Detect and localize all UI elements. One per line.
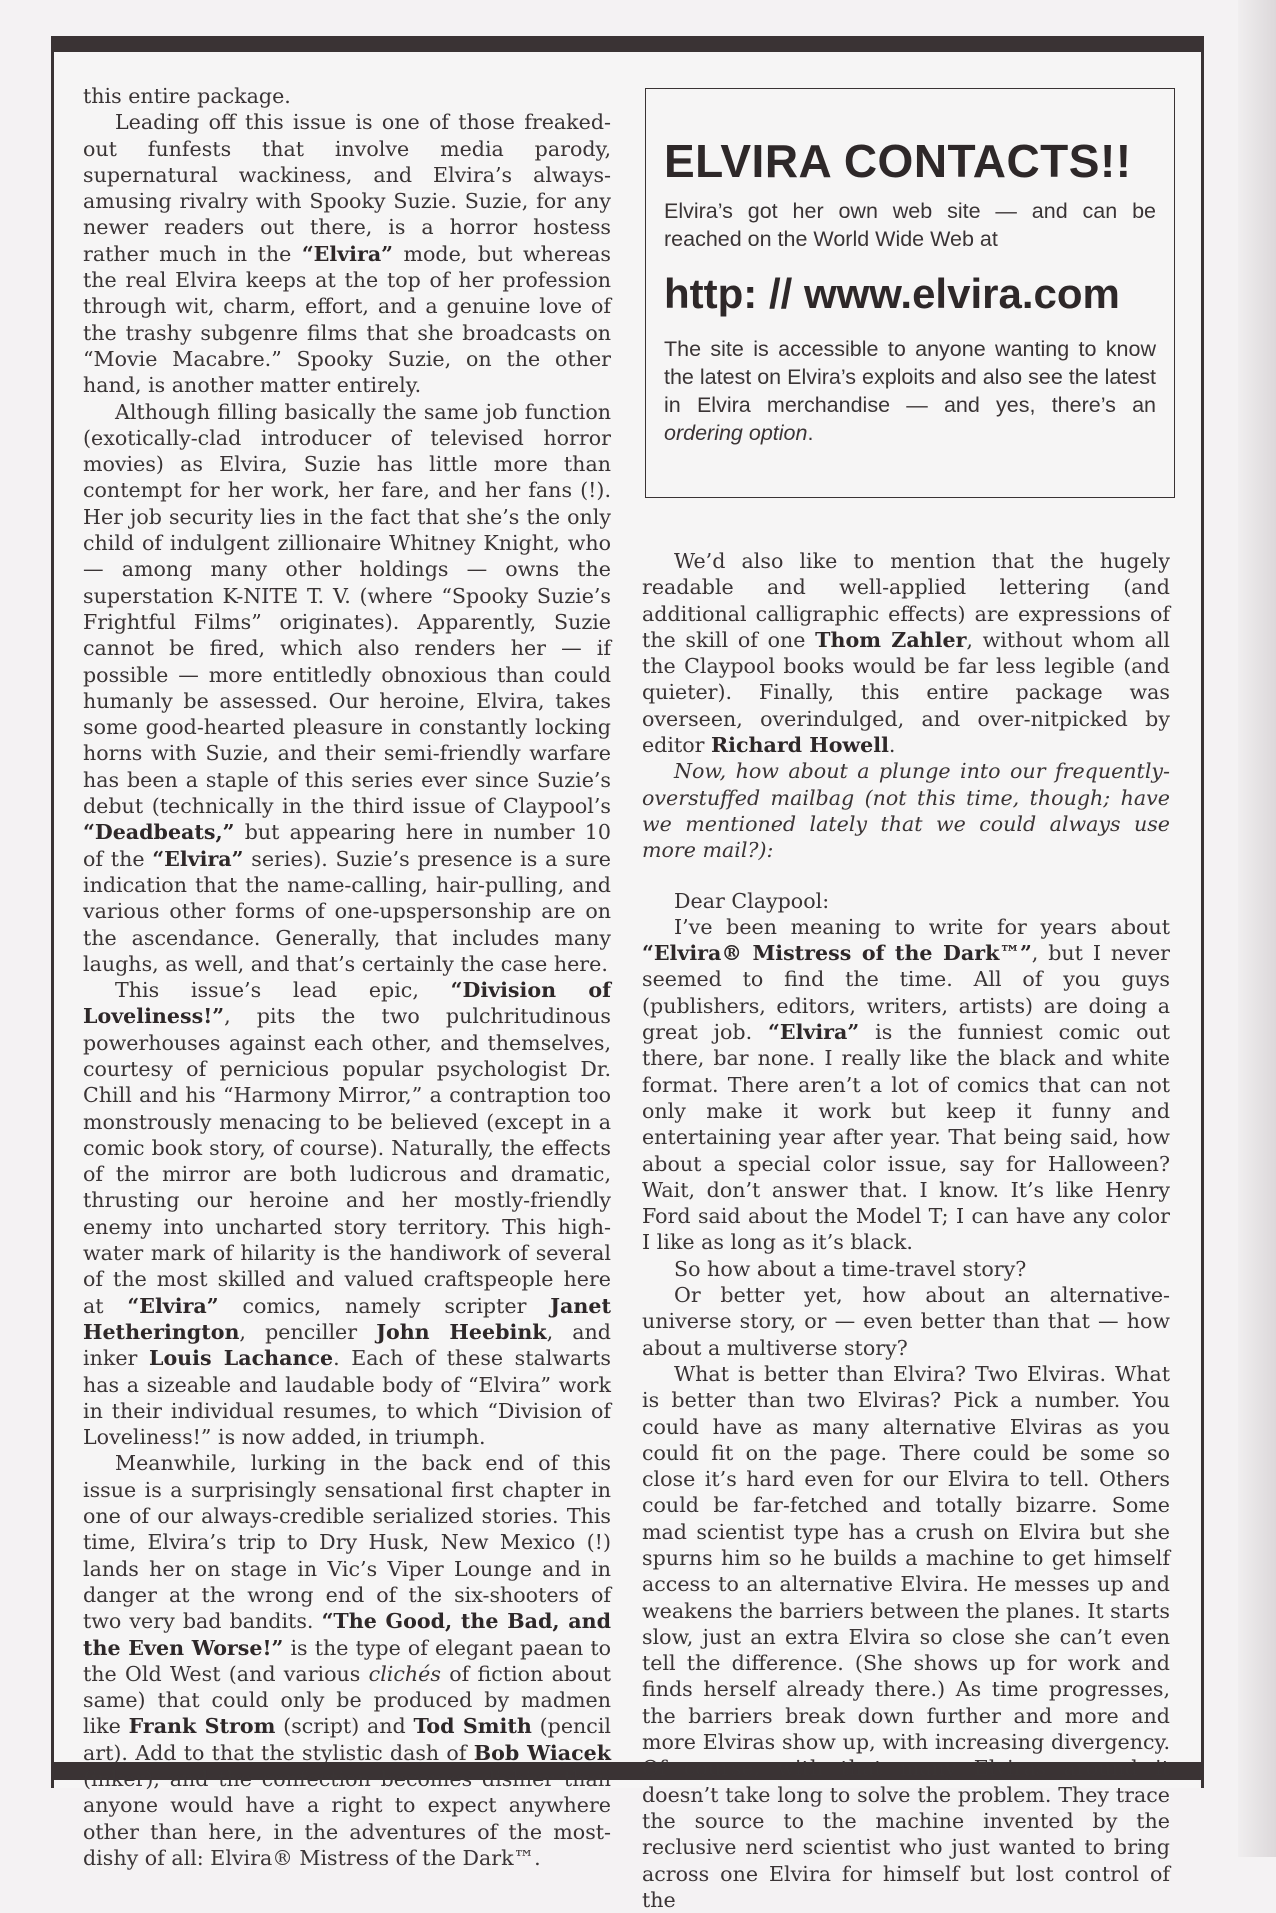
paragraph: [83, 83, 611, 109]
paragraph: [83, 1450, 611, 1871]
text-run: We’d also like to mention that the hugely readable and well-applied lettering (and additional calligraphic effects) are expressions of the skill of one: [642, 549, 1170, 652]
left-column: [83, 83, 611, 1871]
paragraph: [83, 977, 611, 1450]
paragraph: [642, 1282, 1170, 1361]
italic-text: Now, how about a plunge into our frequently-overstuffed mailbag (not this time, though; have we mentioned lately that we could always use more mail?):: [642, 759, 1170, 863]
text-run: , but I never seemed to find the time. All of you guys (publishers, editors, writers, artists) are doing a great job.: [642, 941, 1170, 1045]
bold-text: “Elvira”: [768, 1020, 860, 1045]
contacts-body: [664, 335, 1156, 447]
bold-text: “Elvira”: [127, 1293, 219, 1318]
contacts-title: ELVIRA CONTACTS!!: [664, 135, 1132, 187]
right-column: [642, 548, 1170, 1913]
contacts-intro: Elvira’s got her own web site — and can be reached on the World Wide Web at: [664, 199, 1156, 251]
text-run: , without whom all the Claypool books would be far less legible (and quieter). Finally, this entire package was overseen, overindulged, and over-nitpicked by editor: [642, 627, 1170, 758]
text-run: Although filling basically the same job function (exotically-clad introducer of televised horror movies) as Elvira, Suzie has little more than contempt for her work, her fare, and her fans (!). Her job security lies in the fact that she’s the only child of indulgent zillionaire Whitney Knight, who — among many other holdings — owns the superstation K-NITE T. V. (where “Spooky Suzie’s Frightful Films” originates). Apparently, Suzie cannot be fired, which also renders her — if possible — more entitledly obnoxious than could humanly be assessed. Our heroine, Elvira, takes some good-hearted pleasure in constantly locking horns with Suzie, and their semi-friendly warfare has been a staple of this series ever since Suzie’s debut (technically in the third issue of Claypool’s: [83, 399, 611, 819]
text-run: (inker), and the confection becomes dishier than anyone would have a right to expect anywhere other than here, in the adventures of the most-dishy of all: Elvira® Mistress of the Dark™.: [83, 1767, 611, 1870]
contacts-body-end: .: [807, 421, 814, 445]
bold-text: Richard Howell: [711, 733, 889, 758]
text-run: (pencil art). Add to that the stylistic dash of: [83, 1714, 611, 1765]
text-run: I’ve been meaning to write for years about: [674, 914, 1170, 939]
bold-text: Bob Wiacek: [473, 1740, 611, 1765]
text-run: . Each of these stalwarts has a sizeable and laudable body of “Elvira” work in their individual resumes, to which “Division of Loveliness!” is now added, in triumph.: [83, 1346, 611, 1450]
bold-text: “The Good, the Bad, and the Even Worse!”: [83, 1609, 611, 1660]
text-run: is the type of elegant paean to the Old West (and various: [83, 1635, 611, 1686]
bold-text: Louis Lachance: [148, 1346, 334, 1371]
top-rule: [51, 36, 1204, 52]
paragraph: [642, 548, 1170, 758]
contacts-box: [645, 88, 1175, 498]
text-run: (script) and: [275, 1714, 414, 1739]
text-run: Or better yet, how about an alternative-universe story, or — even better than that — how about a multiverse story?: [642, 1283, 1170, 1360]
contacts-body-text: The site is accessible to anyone wanting to know the latest on Elvira’s exploits and also see the latest in Elvira merchandise — and yes, there’s an: [664, 337, 1157, 417]
bold-text: “Deadbeats,”: [83, 820, 235, 845]
text-run: this entire package.: [83, 84, 291, 108]
ordering-option-text: ordering option: [664, 421, 808, 445]
bold-text: Tod Smith: [413, 1714, 532, 1739]
bold-text: “Elvira”: [152, 846, 244, 871]
text-run: but appearing here in number 10 of the: [83, 820, 611, 871]
text-run: of fiction about same) that could only be produced by madmen like: [83, 1661, 611, 1739]
text-run: Meanwhile, lurking in the back end of this issue is a surprisingly sensational first chapter in one of our always-credible serialized stories. This time, Elvira’s trip to Dry Husk, New Mexico (!) lands her on stage in Vic’s Viper Lounge and in danger at the wrong end of the six-shooters of two very bad bandits.: [83, 1451, 611, 1634]
bold-text: “Elvira® Mistress of the Dark™”: [642, 941, 1032, 966]
text-run: What is better than Elvira? Two Elviras. What is better than two Elviras? Pick a number. You could have as many alternative Elviras as you could fit on the page. There could be some so close it’s hard even for our Elvira to tell. Others could be far-fetched and totally bizarre. Some mad scientist type has a crush on Elvira but she spurns him so he builds a machine to get himself access to an alternative Elvira. He messes up and weakens the barriers between the planes. It starts slow, just an extra Elvira so close she can’t even tell the difference. (She shows up for work and finds herself already there.) As time progresses, the barriers break down further and more and more Elviras show up, with increasing divergency. Of course, with that many Elviras around it doesn’t take long to solve the problem. They trace the source to the machine invented by the reclusive nerd scientist who just wanted to bring across one Elvira for himself but lost control of the: [642, 1361, 1170, 1912]
bold-text: Janet Hetherington: [83, 1293, 611, 1344]
text-run: comics, namely scripter: [218, 1293, 551, 1318]
text-run: Dear Claypool:: [674, 888, 830, 913]
text-run: .: [888, 733, 896, 758]
paragraph: [642, 914, 1170, 1256]
text-run: So how about a time-travel story?: [674, 1256, 1027, 1281]
website-url[interactable]: http: // www.elvira.com: [664, 270, 1120, 317]
bold-text: Thom Zahler: [815, 627, 967, 652]
text-run: This issue’s lead epic,: [115, 978, 451, 1003]
paragraph: [642, 888, 1170, 914]
italic-text: clichés: [368, 1661, 441, 1686]
bold-text: John Heebink: [376, 1319, 547, 1344]
bold-text: Frank Strom: [128, 1714, 276, 1739]
paragraph: [642, 758, 1170, 863]
paragraph: [83, 109, 611, 398]
text-run: , and inker: [83, 1319, 611, 1371]
text-run: , penciller: [239, 1319, 377, 1344]
bold-text: “Division of Loveliness!”: [83, 978, 611, 1029]
paragraph: [642, 1256, 1170, 1282]
page-edge: [1238, 0, 1276, 1857]
text-run: series). Suzie’s presence is a sure indication that the name-calling, hair-pulling, and various other forms of one-upspersonship are on the ascendance. Generally, that includes many laughs, as well, and that’s certainly the case here.: [83, 846, 611, 976]
text-run: is the funniest comic out there, bar none. I really like the black and white format. There aren’t a lot of comics that can not only make it work but keep it funny and entertaining year after year. That being said, how about a special color issue, say for Halloween? Wait, don’t answer that. I know. It’s like Henry Ford said about the Model T; I can have any color I like as long as it’s black.: [642, 1020, 1171, 1255]
text-run: , pits the two pulchritudinous powerhouses against each other, and themselves, courtesy of pernicious popular psychologist Dr. Chill and his “Harmony Mirror,” a contraption too monstrously menacing to be believed (except in a comic book story, of course). Naturally, the effects of the mirror are both ludicrous and dramatic, thrusting our heroine and her mostly-friendly enemy into uncharted story territory. This high-water mark of hilarity is the handiwork of several of the most skilled and valued craftspeople here at: [83, 1004, 611, 1318]
text-run: Leading off this issue is one of those freaked-out funfests that involve media parody, supernatural wackiness, and Elvira’s always-amusing rivalry with Spooky Suzie. Suzie, for any newer readers out there, is a horror hostess rather much in the: [83, 110, 611, 266]
bold-text: “Elvira”: [301, 241, 394, 266]
paragraph: [642, 1361, 1170, 1913]
text-run: mode, but whereas the real Elvira keeps at the top of her profession through wit, charm, effort, and a genuine love of the trashy subgenre films that she broadcasts on “Movie Macabre.” Spooky Suzie, on the other hand, is another matter entirely.: [83, 241, 611, 398]
paragraph: [83, 399, 611, 978]
